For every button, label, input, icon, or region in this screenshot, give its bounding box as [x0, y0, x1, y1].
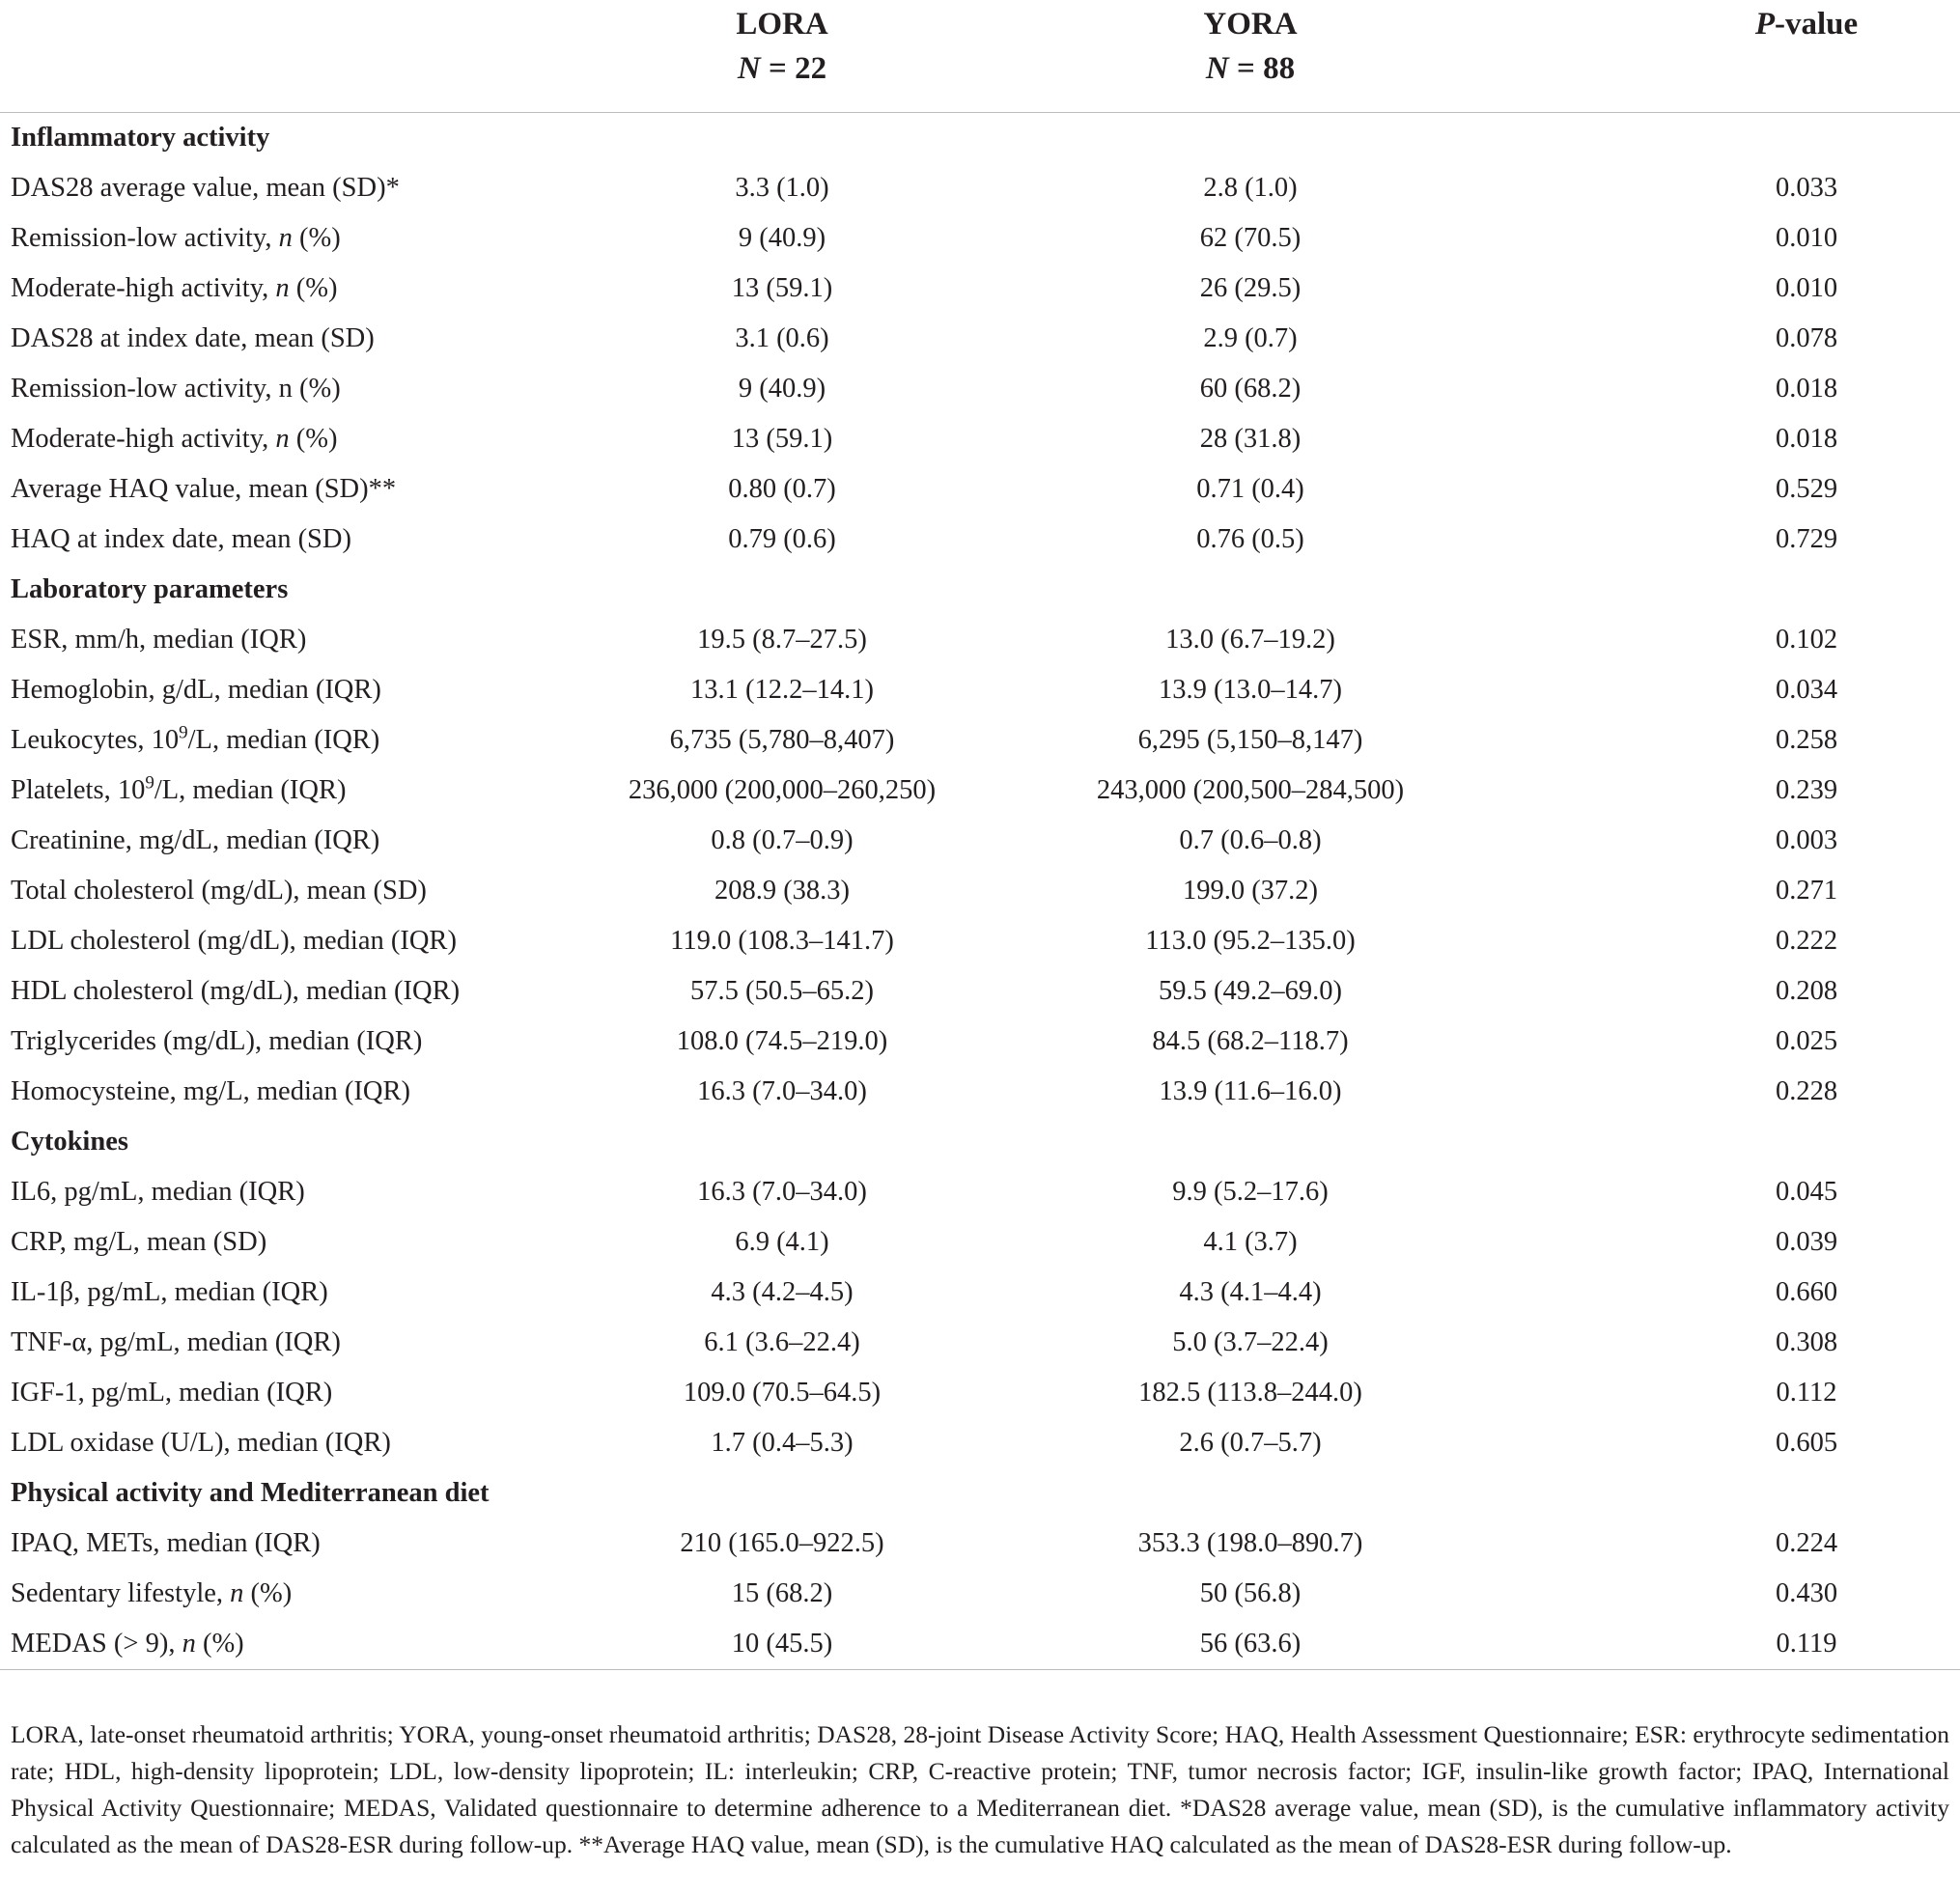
p-value: 0.003 [1775, 825, 1838, 855]
p-value: 0.102 [1775, 625, 1838, 655]
bottom-rule [0, 1670, 1960, 1671]
table-row [0, 1017, 1960, 1067]
p-value: 0.605 [1775, 1428, 1838, 1458]
row-label: DAS28 average value, mean (SD)* [11, 173, 400, 203]
row-label: IPAQ, METs, median (IQR) [11, 1528, 321, 1558]
table-body [0, 113, 1960, 1671]
lora-value: 9 (40.9) [738, 223, 826, 253]
row-label: Total cholesterol (mg/dL), mean (SD) [11, 876, 427, 906]
p-value: 0.258 [1775, 725, 1838, 755]
lora-value: 6,735 (5,780–8,407) [669, 725, 895, 755]
table-row [0, 464, 1960, 515]
p-value: 0.034 [1775, 675, 1838, 705]
row-label: HAQ at index date, mean (SD) [11, 524, 351, 554]
lora-value: 3.3 (1.0) [735, 173, 829, 203]
section-row [0, 1117, 1960, 1167]
lora-value: 15 (68.2) [731, 1578, 833, 1608]
lora-value: 109.0 (70.5–64.5) [683, 1378, 882, 1408]
yora-value: 62 (70.5) [1199, 223, 1302, 253]
yora-value: 6,295 (5,150–8,147) [1137, 725, 1363, 755]
yora-value: 13.9 (11.6–16.0) [1159, 1076, 1342, 1106]
table-row [0, 314, 1960, 364]
lora-value: 4.3 (4.2–4.5) [711, 1277, 854, 1307]
section-row [0, 113, 1960, 163]
p-value: 0.078 [1775, 323, 1838, 353]
section-title: Cytokines [11, 1127, 128, 1157]
header-pvalue-rest: -value [1775, 7, 1859, 42]
table-row [0, 816, 1960, 866]
row-label [0, 715, 579, 766]
header-yora-n-value: = 88 [1228, 51, 1296, 86]
row-label: IL6, pg/mL, median (IQR) [11, 1177, 305, 1207]
lora-value: 208.9 (38.3) [714, 876, 851, 906]
row-label-text: Platelets, 10 [11, 775, 146, 805]
table-row [0, 766, 1960, 816]
row-label-superscript: 9 [145, 772, 154, 794]
row-label: Average HAQ value, mean (SD)** [11, 474, 397, 504]
yora-value: 4.3 (4.1–4.4) [1179, 1277, 1322, 1307]
p-value: 0.308 [1775, 1327, 1838, 1357]
section-title: Laboratory parameters [11, 574, 289, 604]
section-title: Physical activity and Mediterranean diet [11, 1478, 490, 1508]
table-row [0, 515, 1960, 565]
row-label-italic: n [182, 1629, 196, 1659]
row-label: CRP, mg/L, mean (SD) [11, 1227, 267, 1257]
yora-value: 2.6 (0.7–5.7) [1179, 1428, 1322, 1458]
row-label [0, 213, 579, 264]
row-label-suffix: /L, median (IQR) [154, 775, 347, 805]
row-label-suffix: (%) [243, 1578, 293, 1608]
table-row [0, 866, 1960, 916]
row-label-italic: n [278, 223, 293, 253]
table-row [0, 213, 1960, 264]
row-label: LDL cholesterol (mg/dL), median (IQR) [11, 926, 457, 956]
row-label: Homocysteine, mg/L, median (IQR) [11, 1076, 410, 1106]
table-row [0, 966, 1960, 1017]
row-label [0, 1619, 579, 1670]
yora-value: 28 (31.8) [1199, 424, 1302, 454]
lora-value: 0.8 (0.7–0.9) [711, 825, 854, 855]
table-row [0, 715, 1960, 766]
p-value: 0.660 [1775, 1277, 1838, 1307]
yora-value: 9.9 (5.2–17.6) [1172, 1177, 1329, 1207]
header-lora [579, 0, 985, 113]
yora-value: 2.9 (0.7) [1203, 323, 1298, 353]
p-value: 0.112 [1776, 1378, 1837, 1408]
lora-value: 57.5 (50.5–65.2) [690, 976, 874, 1006]
header-lora-n-value: = 22 [760, 51, 827, 86]
p-value: 0.271 [1775, 876, 1838, 906]
table-row [0, 1318, 1960, 1368]
row-label: IL-1β, pg/mL, median (IQR) [11, 1277, 328, 1307]
yora-value: 0.76 (0.5) [1196, 524, 1304, 554]
yora-value: 50 (56.8) [1199, 1578, 1302, 1608]
row-label: Creatinine, mg/dL, median (IQR) [11, 825, 380, 855]
p-value: 0.222 [1775, 926, 1838, 956]
header-lora-title: LORA [736, 7, 828, 42]
table-row [0, 264, 1960, 314]
p-value: 0.224 [1775, 1528, 1838, 1558]
table-row [0, 1418, 1960, 1468]
lora-value: 6.1 (3.6–22.4) [704, 1327, 860, 1357]
table-footnote: LORA, late-onset rheumatoid arthritis; YORA, young-onset rheumatoid arthritis; DAS28, 28-joint Disease Activity Score; HAQ, Health Assessment Questionnaire; ESR: erythrocyte sedimentation rate; HDL, high-density lipoprotein; LDL, low-density lipoprotein; IL: interleukin; CRP, C-reactive protein; TNF, tumor necrosis factor; IGF, insulin-like growth factor; IPAQ, International Physical Activity Questionnaire; MEDAS, Validated questionnaire to determine adherence to a Mediterranean diet. *DAS28 average value, mean (SD), is the cumulative inflammatory activity calculated as the mean of DAS28-ESR during follow-up. **Average HAQ value, mean (SD), is the cumulative HAQ calculated as the mean of DAS28-ESR during follow-up. [11, 1720, 1949, 1858]
yora-value: 5.0 (3.7–22.4) [1172, 1327, 1329, 1357]
p-value: 0.208 [1775, 976, 1838, 1006]
p-value: 0.119 [1776, 1629, 1837, 1659]
row-label [0, 766, 579, 816]
p-value: 0.045 [1775, 1177, 1838, 1207]
row-label-suffix: (%) [289, 424, 338, 454]
row-label [0, 414, 579, 464]
lora-value: 6.9 (4.1) [735, 1227, 829, 1257]
yora-value: 0.71 (0.4) [1196, 474, 1304, 504]
lora-value: 13.1 (12.2–14.1) [690, 675, 874, 705]
yora-value: 13.0 (6.7–19.2) [1165, 625, 1335, 655]
row-label: HDL cholesterol (mg/dL), median (IQR) [11, 976, 461, 1006]
p-value: 0.529 [1775, 474, 1838, 504]
row-label: LDL oxidase (U/L), median (IQR) [11, 1428, 391, 1458]
p-value: 0.039 [1775, 1227, 1838, 1257]
lora-value: 16.3 (7.0–34.0) [697, 1177, 867, 1207]
table-row [0, 1217, 1960, 1268]
header-yora-n [985, 46, 1516, 91]
lora-value: 3.1 (0.6) [735, 323, 829, 353]
table-row [0, 1167, 1960, 1217]
row-label-suffix: (%) [289, 273, 338, 303]
row-label [0, 264, 579, 314]
table-row [0, 1619, 1960, 1670]
p-value: 0.228 [1775, 1076, 1838, 1106]
row-label-text: MEDAS (> 9), [11, 1629, 182, 1659]
row-label: Hemoglobin, g/dL, median (IQR) [11, 675, 381, 705]
header-pvalue [1516, 0, 1960, 113]
row-label: DAS28 at index date, mean (SD) [11, 323, 375, 353]
yora-value: 4.1 (3.7) [1203, 1227, 1298, 1257]
table-row [0, 1368, 1960, 1418]
yora-value: 353.3 (198.0–890.7) [1137, 1528, 1363, 1558]
p-value: 0.018 [1775, 424, 1838, 454]
rule-line [0, 1670, 1960, 1671]
table-header-row [0, 0, 1960, 113]
lora-value: 13 (59.1) [731, 424, 833, 454]
row-label: ESR, mm/h, median (IQR) [11, 625, 307, 655]
table-row [0, 1268, 1960, 1318]
row-label: Triglycerides (mg/dL), median (IQR) [11, 1026, 423, 1056]
p-value: 0.010 [1775, 223, 1838, 253]
table-row [0, 414, 1960, 464]
header-pvalue-italic: P [1754, 7, 1775, 42]
lora-value: 0.79 (0.6) [728, 524, 836, 554]
table-row [0, 665, 1960, 715]
p-value: 0.025 [1775, 1026, 1838, 1056]
lora-value: 16.3 (7.0–34.0) [697, 1076, 867, 1106]
lora-value: 119.0 (108.3–141.7) [670, 926, 894, 956]
table-row [0, 163, 1960, 213]
row-label: Remission-low activity, n (%) [11, 374, 341, 404]
table-row [0, 1067, 1960, 1117]
yora-value: 59.5 (49.2–69.0) [1159, 976, 1342, 1006]
lora-value: 210 (165.0–922.5) [680, 1528, 884, 1558]
p-value: 0.018 [1775, 374, 1838, 404]
table-row [0, 615, 1960, 665]
yora-value: 199.0 (37.2) [1182, 876, 1319, 906]
lora-value: 1.7 (0.4–5.3) [711, 1428, 854, 1458]
lora-value: 13 (59.1) [731, 273, 833, 303]
header-yora [985, 0, 1516, 113]
lora-value: 19.5 (8.7–27.5) [697, 625, 867, 655]
yora-value: 26 (29.5) [1199, 273, 1302, 303]
header-yora-title: YORA [1203, 7, 1298, 42]
lora-value: 9 (40.9) [738, 374, 826, 404]
yora-value: 113.0 (95.2–135.0) [1145, 926, 1356, 956]
row-label-italic: n [230, 1578, 244, 1608]
header-label-column [0, 0, 579, 113]
header-lora-n [579, 46, 985, 91]
row-label-italic: n [275, 273, 290, 303]
row-label-suffix: /L, median (IQR) [187, 725, 380, 755]
section-row [0, 565, 1960, 615]
row-label-text: Moderate-high activity, [11, 424, 276, 454]
table-row [0, 1519, 1960, 1569]
table-row [0, 1569, 1960, 1619]
row-label [0, 1569, 579, 1619]
header-yora-n-letter: N [1205, 51, 1229, 86]
row-label-suffix: (%) [195, 1629, 244, 1659]
lora-value: 236,000 (200,000–260,250) [628, 775, 937, 805]
row-label-text: Sedentary lifestyle, [11, 1578, 231, 1608]
yora-value: 243,000 (200,500–284,500) [1096, 775, 1405, 805]
table-row [0, 916, 1960, 966]
p-value: 0.729 [1775, 524, 1838, 554]
table-row [0, 364, 1960, 414]
yora-value: 182.5 (113.8–244.0) [1138, 1378, 1362, 1408]
yora-value: 56 (63.6) [1199, 1629, 1302, 1659]
row-label-italic: n [275, 424, 290, 454]
lora-value: 0.80 (0.7) [728, 474, 836, 504]
row-label-suffix: (%) [292, 223, 341, 253]
section-title: Inflammatory activity [11, 123, 270, 153]
row-label: IGF-1, pg/mL, median (IQR) [11, 1378, 333, 1408]
row-label: TNF-α, pg/mL, median (IQR) [11, 1327, 341, 1357]
p-value: 0.033 [1775, 173, 1838, 203]
row-label-superscript: 9 [179, 722, 188, 743]
section-row [0, 1468, 1960, 1519]
yora-value: 84.5 (68.2–118.7) [1152, 1026, 1349, 1056]
yora-value: 2.8 (1.0) [1203, 173, 1298, 203]
yora-value: 60 (68.2) [1199, 374, 1302, 404]
yora-value: 0.7 (0.6–0.8) [1179, 825, 1322, 855]
row-label-text: Moderate-high activity, [11, 273, 276, 303]
lora-value: 108.0 (74.5–219.0) [676, 1026, 888, 1056]
yora-value: 13.9 (13.0–14.7) [1159, 675, 1342, 705]
row-label-text: Leukocytes, 10 [11, 725, 180, 755]
header-lora-n-letter: N [737, 51, 761, 86]
row-label-text: Remission-low activity, [11, 223, 279, 253]
p-value: 0.010 [1775, 273, 1838, 303]
lora-value: 10 (45.5) [731, 1629, 833, 1659]
p-value: 0.430 [1775, 1578, 1838, 1608]
p-value: 0.239 [1775, 775, 1838, 805]
